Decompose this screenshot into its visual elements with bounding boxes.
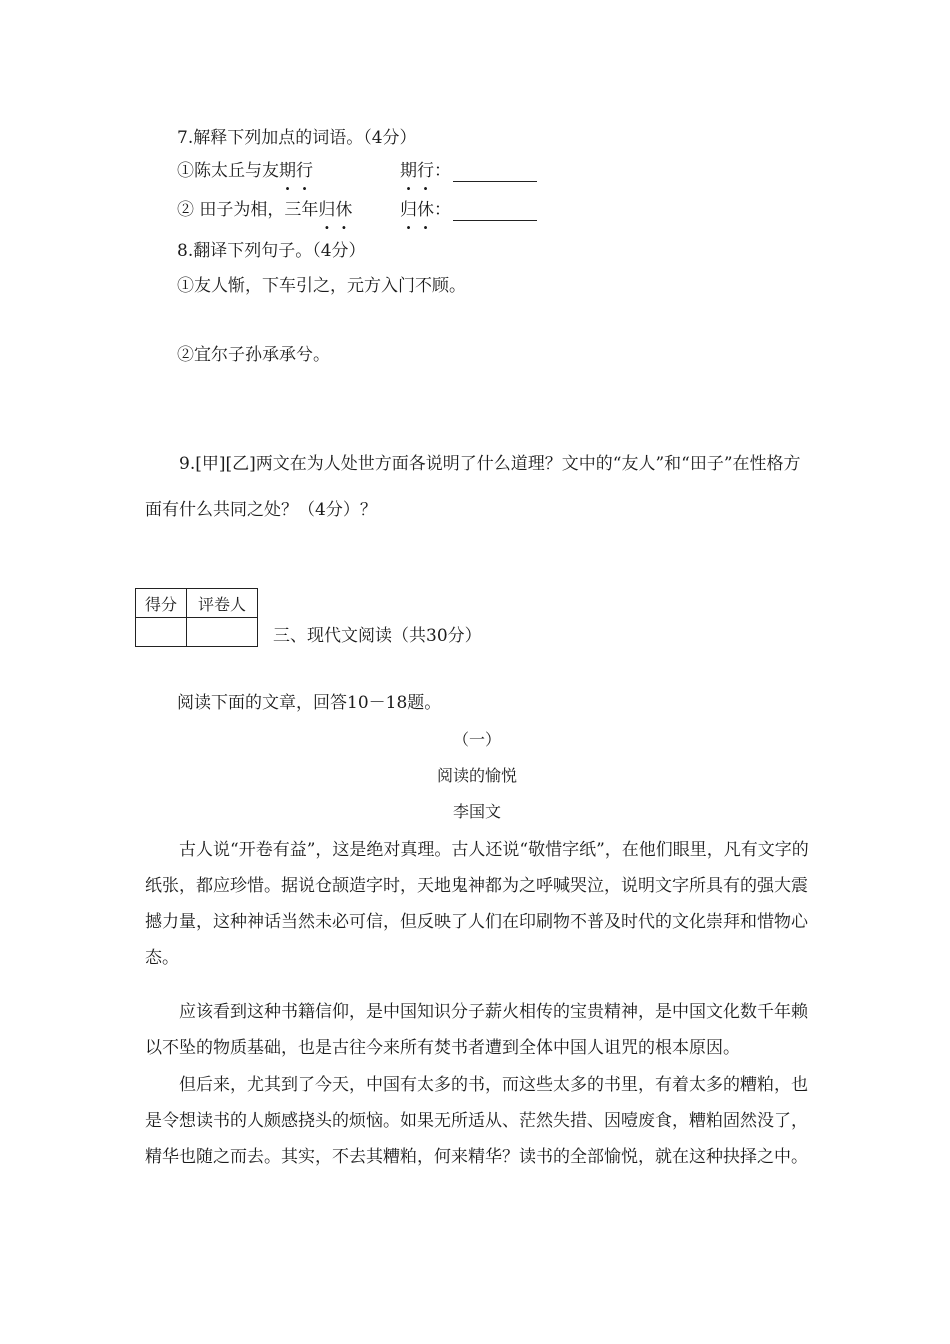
- q7-heading: 7.解释下列加点的词语。（4分）: [177, 128, 417, 148]
- dotted-char: 休: [417, 200, 434, 220]
- part-label: （一）: [452, 730, 501, 749]
- colon: ：: [434, 200, 451, 220]
- dotted-char: 期: [400, 161, 417, 181]
- q7-item-1: [177, 160, 313, 182]
- article-paragraph: 但后来，尤其到了今天，中国有太多的书，而这些太多的书里，有着太多的糟粕，也是令想读书的人颇感挠头的烦恼。如果无所适从、茫然失措、因噎废食，糟粕固然没了，精华也随之而去。其实，不去其糟粕，何来精华？读书的全部愉悦，就在这种抉择之中。: [145, 1075, 808, 1167]
- q7-item-2-text: ② 田子为相，三年: [177, 200, 319, 220]
- dotted-char: 归: [400, 200, 417, 220]
- q7-item-2-answer: [400, 199, 537, 221]
- dotted-char: 休: [335, 200, 353, 220]
- q8-heading: 8.翻译下列句子。（4分）: [177, 241, 366, 261]
- colon: ：: [434, 161, 451, 181]
- article-paragraph: 古人说“开卷有益”，这是绝对真理。古人还说“敬惜字纸”，在他们眼里，凡有文字的纸张，都应珍惜。据说仓颉造字时，天地鬼神都为之呼喊哭泣，说明文字所具有的强大震撼力量，这种神话当然未必可信，但反映了人们在印刷物不普及时代的文化崇拜和惜物心态。: [145, 840, 809, 968]
- article-author: 李国文: [452, 802, 501, 821]
- q7-item-2: [177, 199, 352, 221]
- q8-item-1: ①友人惭，下车引之，元方入门不顾。: [177, 276, 466, 296]
- q8-item-2: ②宜尔子孙承承兮。: [177, 345, 330, 365]
- dotted-char: 期: [279, 161, 296, 181]
- dotted-char: 归: [318, 200, 336, 220]
- grader-cell[interactable]: [187, 618, 258, 647]
- reading-instruction: 阅读下面的文章，回答10－18题。: [177, 693, 442, 713]
- grader-header: 评卷人: [187, 589, 258, 618]
- score-cell[interactable]: [136, 618, 187, 647]
- q9-text: 9.[甲][乙]两文在为人处世方面各说明了什么道理？文中的“友人”和“田子”在性格方面有什么共同之处？（4分）？: [145, 454, 801, 520]
- q7-item-1-text: ①陈太丘与友: [177, 161, 279, 181]
- score-header: 得分: [136, 589, 187, 618]
- article-title: 阅读的愉悦: [436, 766, 517, 785]
- section-title: 三、现代文阅读（共30分）: [273, 626, 482, 646]
- answer-blank[interactable]: [453, 163, 537, 182]
- answer-blank[interactable]: [453, 202, 537, 221]
- dotted-char: 行: [296, 161, 313, 181]
- q7-item-1-answer: [400, 160, 537, 182]
- article-paragraph: 应该看到这种书籍信仰，是中国知识分子薪火相传的宝贵精神，是中国文化数千年赖以不坠的物质基础，也是古往今来所有焚书者遭到全体中国人诅咒的根本原因。: [145, 1002, 808, 1058]
- dotted-char: 行: [417, 161, 434, 181]
- score-table: [135, 588, 258, 647]
